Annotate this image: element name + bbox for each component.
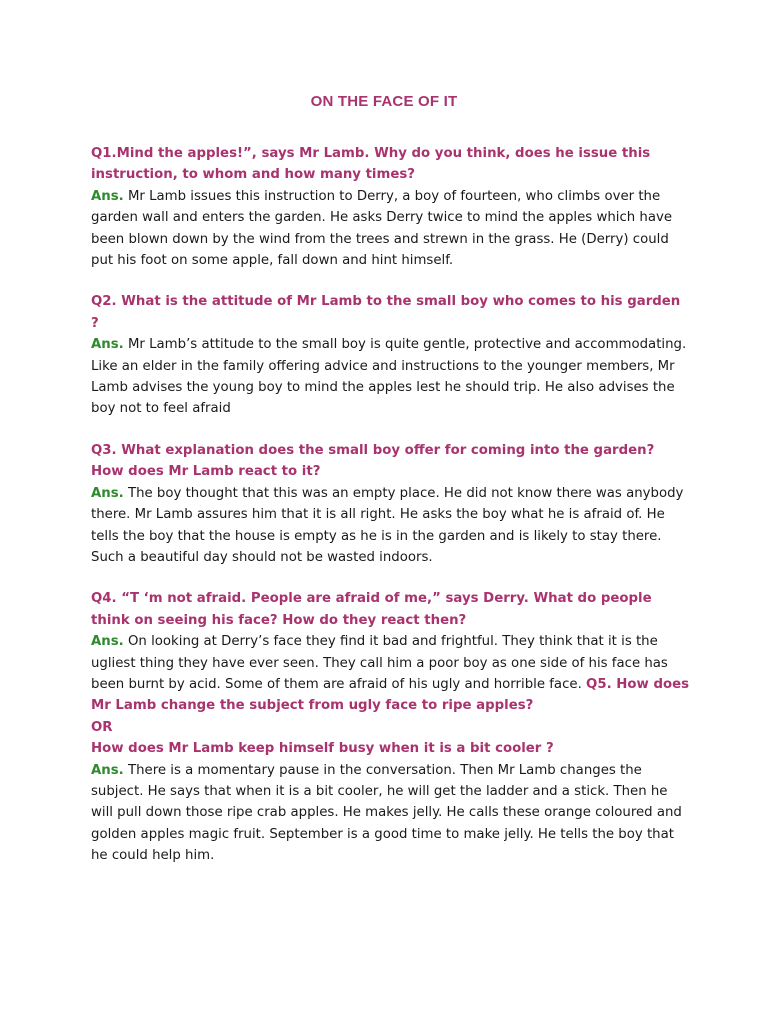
- answer-4: On looking at Derry’s face they find it bad and frightful. They think that it is the ugliest thing they have ever seen. They call him a poor boy as one side of his face has been burnt by acid. Some of them are afraid of his ugly and horrible face.: [91, 634, 668, 692]
- answer-1: Mr Lamb issues this instruction to Derry, a boy of fourteen, who climbs over the garden wall and enters the garden. He asks Derry twice to mind the apples which have been blown down by the wind from the trees and strewn in the grass. He (Derry) could put his foot on some apple, fall down and hint himself.: [91, 188, 673, 269]
- question-3: Q3. What explanation does the small boy offer for coming into the garden? How does Mr Lamb react to it?: [91, 442, 655, 480]
- answer-label-5: Ans.: [91, 762, 124, 778]
- document-body: [91, 143, 691, 887]
- question-5: Q5. How does Mr Lamb change the subject from ugly face to ripe apples?: [91, 676, 690, 714]
- question-4: Q4. “T ‘m not afraid. People are afraid of me,” says Derry. What do people think on seeing his face? How do they react then?: [91, 591, 652, 628]
- or-label: OR: [91, 719, 113, 735]
- qa-item-1: [91, 143, 691, 271]
- answer-label-4: Ans.: [91, 634, 124, 650]
- answer-5: There is a momentary pause in the conversation. Then Mr Lamb changes the subject. He says that when it is a bit cooler, he will get the ladder and a stick. Then he will pull down those ripe crab apples. He makes jelly. He calls these orange coloured and golden apples magic fruit. September is a good time to make jelly. He tells the boy that he could help him.: [91, 762, 682, 864]
- question-5-alt: How does Mr Lamb keep himself busy when it is a bit cooler ?: [91, 741, 554, 757]
- question-1: Q1.Mind the apples!”, says Mr Lamb. Why do you think, does he issue this instruction, to whom and how many times?: [91, 146, 651, 183]
- answer-2: Mr Lamb’s attitude to the small boy is quite gentle, protective and accommodating. Like an elder in the family offering advice and instructions to the younger members, Mr Lamb advises the young boy to mind the apples lest he should trip. He also advises the boy not to feel afraid: [91, 337, 687, 417]
- answer-label-2: Ans.: [91, 337, 124, 353]
- question-2: Q2. What is the attitude of Mr Lamb to the small boy who comes to his garden ?: [91, 294, 681, 331]
- answer-label-3: Ans.: [91, 485, 124, 501]
- page-title: ON THE FACE OF IT: [310, 93, 458, 110]
- qa-item-2: [91, 291, 691, 419]
- qa-item-3: [91, 440, 691, 568]
- answer-3: The boy thought that this was an empty place. He did not know there was anybody there. Mr Lamb assures him that it is all right. He asks the boy what he is afraid of. He tells the boy that the house is empty as he is in the garden and is likely to stay there. Such a beautiful day should not be wasted indoors.: [91, 485, 684, 565]
- answer-label-1: Ans.: [91, 188, 124, 204]
- qa-item-4: [91, 588, 691, 866]
